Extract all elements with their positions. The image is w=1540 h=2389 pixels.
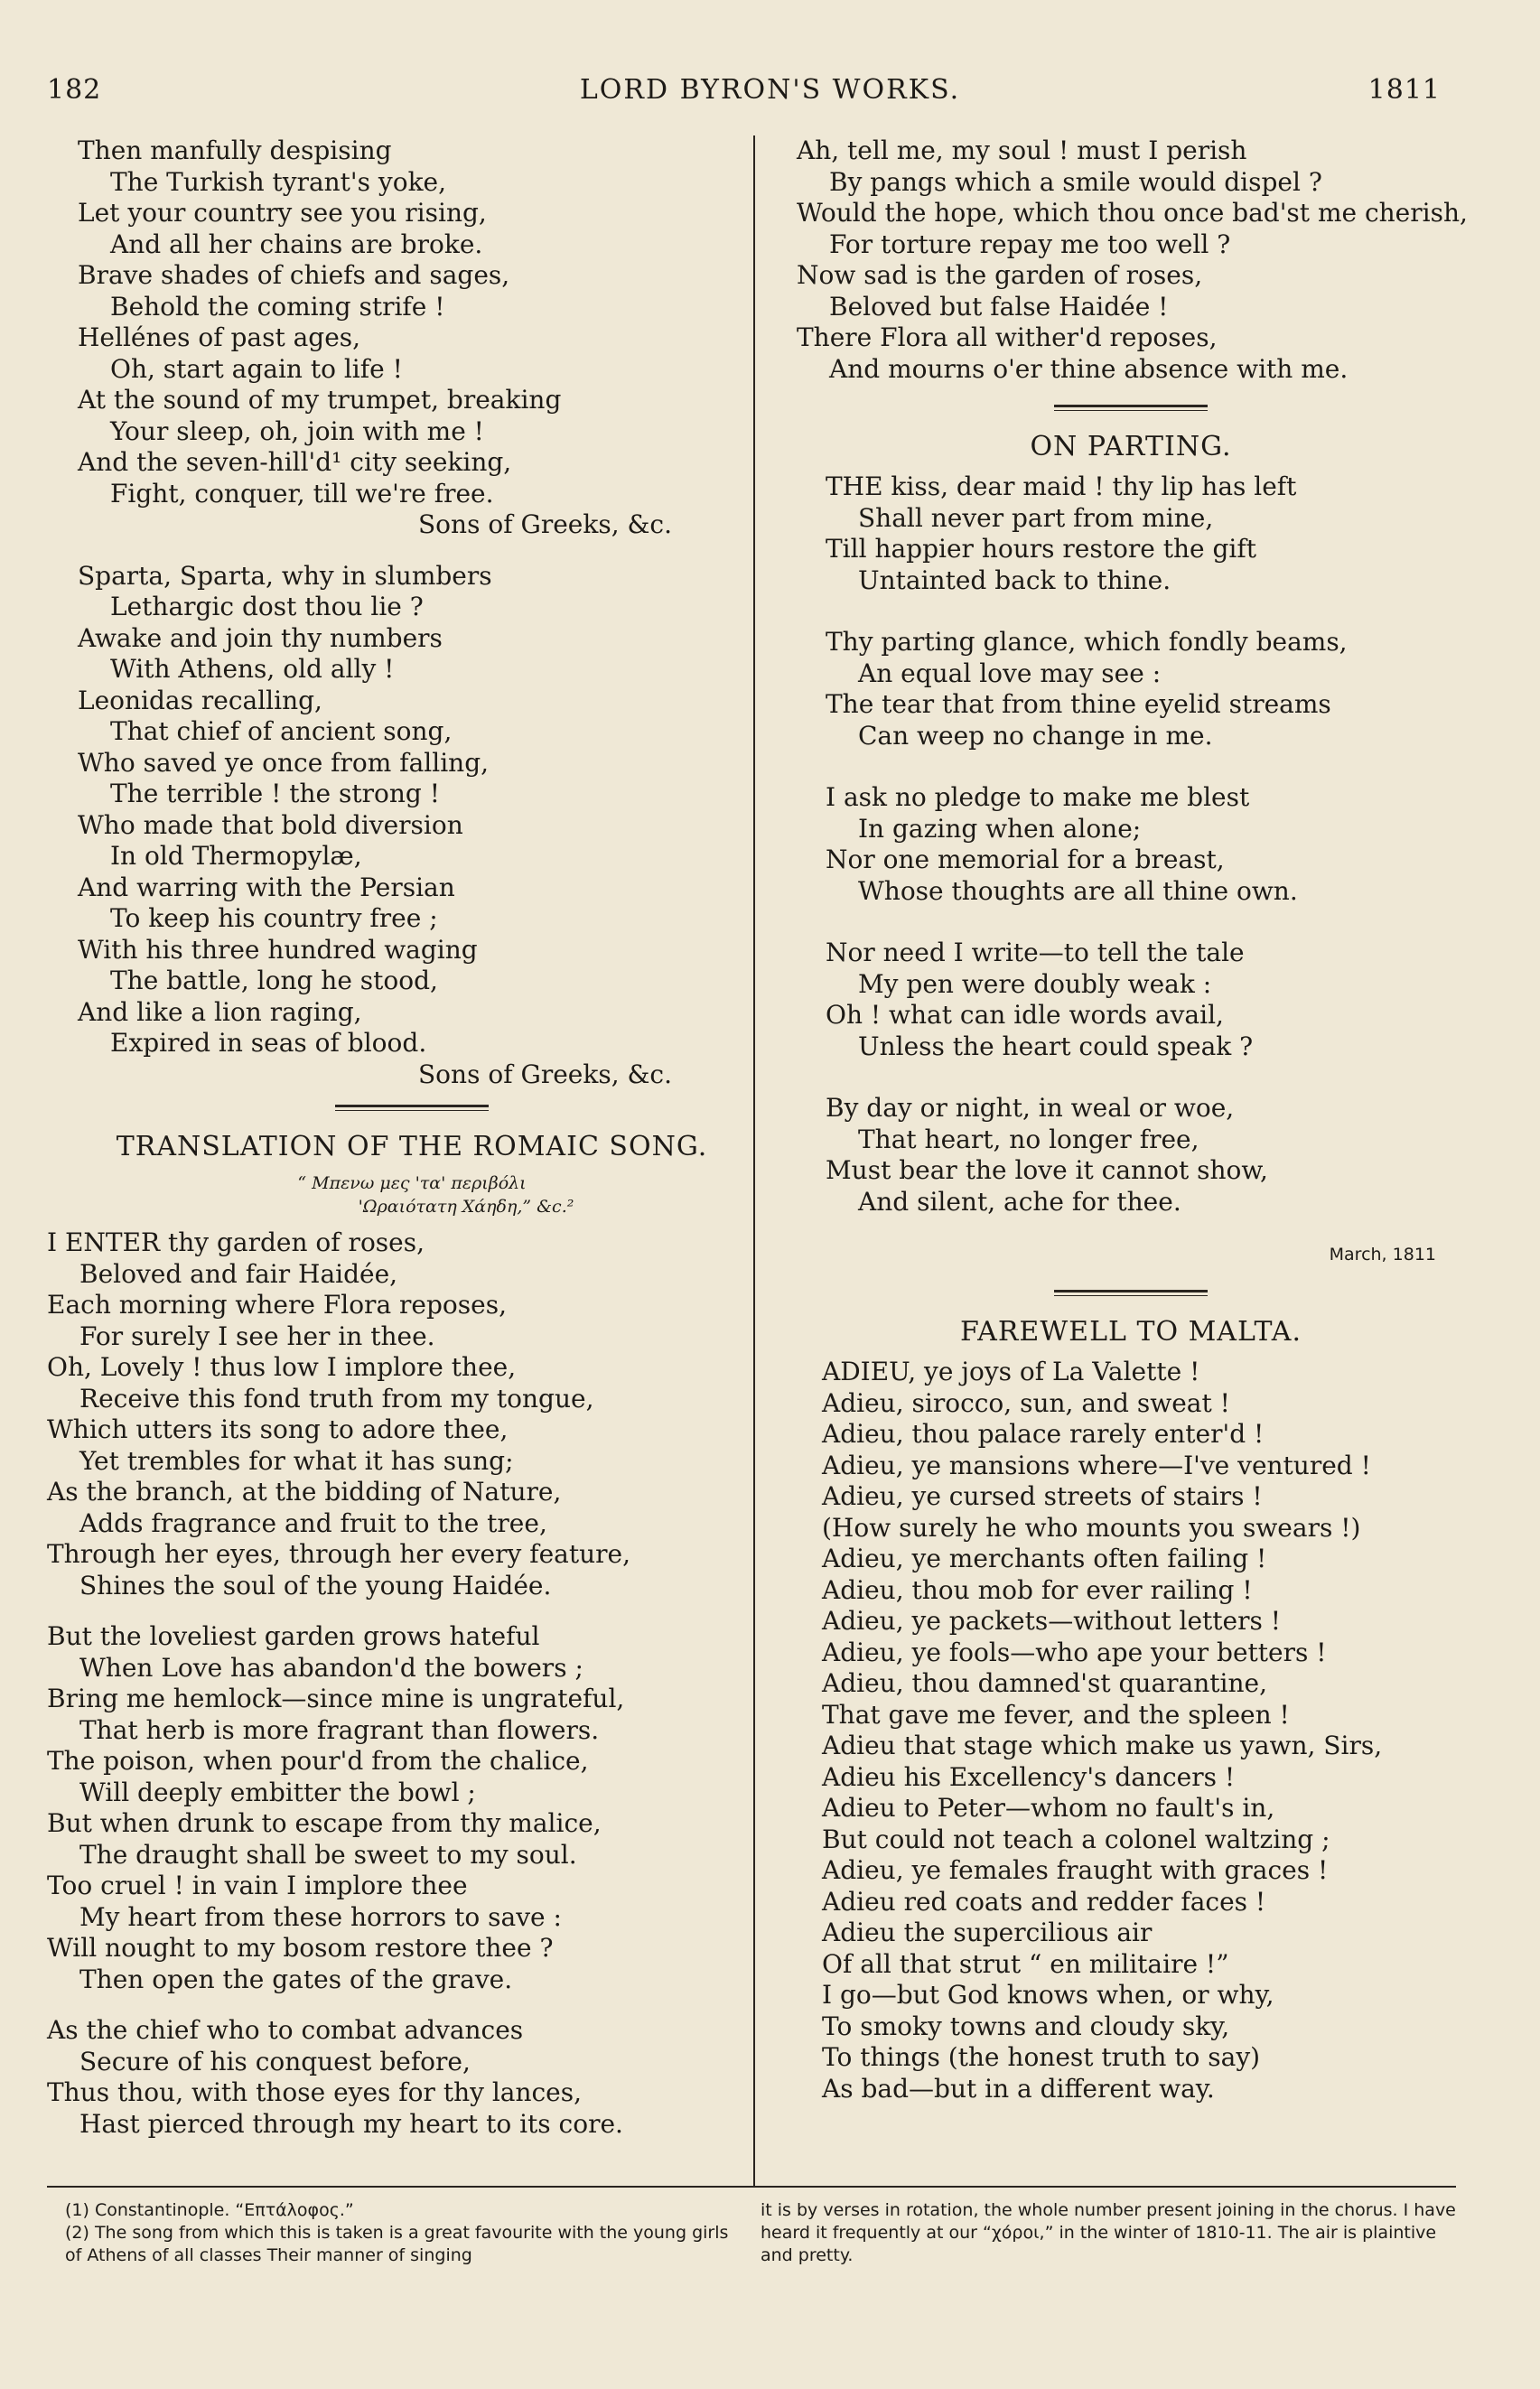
chorus-line: Sons of Greeks, &c. — [418, 509, 672, 539]
verse-line: Adieu, thou mob for ever railing ! — [822, 1574, 1253, 1605]
verse-line: Then open the gates of the grave. — [79, 1964, 513, 1994]
verse-line: Let your country see you rising, — [78, 198, 487, 228]
verse-line: In old Thermopylæ, — [110, 841, 362, 871]
verse-line: ADIEU, ye joys of La Valette ! — [822, 1357, 1200, 1386]
verse-line: But when drunk to escape from thy malice, — [47, 1808, 602, 1838]
footnote: (2) The song from which this is taken is a great favourite with the young girls of Athens of all classes Their manner of singing — [65, 2223, 729, 2265]
verse-line: Adieu that stage which make us yawn, Sirs, — [822, 1731, 1383, 1760]
verse-line: As the chief who to combat advances — [47, 2015, 524, 2045]
verse-line: Sparta, Sparta, why in slumbers — [78, 560, 492, 591]
verse-line: Fight, conquer, till we're free. — [110, 478, 494, 509]
verse-line: Adieu, sirocco, sun, and sweat ! — [822, 1387, 1230, 1418]
poem-title: TRANSLATION OF THE ROMAIC SONG. — [116, 1131, 708, 1162]
verse-line: And silent, ache for thee. — [858, 1186, 1181, 1217]
verse-line: Nor one memorial for a breast, — [826, 845, 1225, 874]
poem-date: March, 1811 — [1329, 1245, 1436, 1264]
verse-line: Adieu, ye mansions where—I've ventured ! — [822, 1450, 1371, 1480]
verse-line: Adieu the supercilious air — [822, 1918, 1153, 1947]
verse-line: I ENTER thy garden of roses, — [47, 1227, 425, 1257]
verse-line: Then manfully despising — [78, 135, 392, 165]
verse-line: Yet trembles for what it has sung; — [79, 1445, 514, 1476]
verse-line: Adieu, thou damned'st quarantine, — [822, 1668, 1267, 1698]
verse-line: Will nought to my bosom restore thee ? — [47, 1933, 554, 1963]
verse-line: Your sleep, oh, join with me ! — [110, 415, 484, 446]
verse-line: And all her chains are broke. — [110, 229, 483, 259]
verse-line: Can weep no change in me. — [858, 720, 1213, 751]
verse-line: Adieu, thou palace rarely enter'd ! — [822, 1419, 1265, 1449]
poem-stanza — [826, 938, 1465, 1062]
verse-line: When Love has abandon'd the bowers ; — [79, 1652, 583, 1683]
poem-stanza — [826, 627, 1465, 751]
verse-line: And like a lion raging, — [78, 996, 362, 1027]
verse-line: By pangs which a smile would dispel ? — [829, 166, 1322, 197]
verse-line: Who made that bold diversion — [78, 809, 463, 840]
greek-epigraph — [78, 1171, 746, 1218]
verse-line: There Flora all wither'd reposes, — [797, 322, 1218, 352]
song-stanza — [78, 135, 746, 509]
verse-line: Brave shades of chiefs and sages, — [78, 260, 510, 290]
verse-line: Will deeply embitter the bowl ; — [79, 1777, 476, 1807]
verse-line: Must bear the love it cannot show, — [826, 1155, 1268, 1185]
verse-line: But the loveliest garden grows hateful — [47, 1621, 540, 1651]
verse-line: To things (the honest truth to say) — [822, 2042, 1261, 2072]
left-column — [47, 135, 746, 2160]
verse-line: Would the hope, which thou once bad'st me cherish, — [797, 198, 1468, 228]
verse-line: That chief of ancient song, — [110, 716, 453, 746]
poem-stanza — [797, 135, 1468, 385]
verse-line: Lethargic dost thou lie ? — [110, 592, 424, 621]
verse-line: The tear that from thine eyelid streams — [826, 689, 1331, 719]
poem-title: ON PARTING. — [1030, 431, 1232, 462]
verse-line: Expired in seas of blood. — [110, 1028, 427, 1058]
verse-line: Adieu, ye fools—who ape your betters ! — [822, 1637, 1327, 1667]
page-number: 182 — [47, 74, 102, 106]
verse-line: Behold the coming strife ! — [110, 291, 445, 322]
poem-stanza — [826, 1093, 1465, 1218]
verse-line: As bad—but in a different way. — [822, 2073, 1215, 2104]
poem-stanza — [826, 471, 1465, 596]
verse-line: Of all that strut “ en militaire !” — [822, 1948, 1229, 1979]
verse-line: Each morning where Flora reposes, — [47, 1290, 507, 1320]
verse-line: With Athens, old ally ! — [110, 654, 395, 684]
verse-line: Beloved and fair Haidée, — [79, 1258, 398, 1289]
verse-line: Adieu red coats and redder faces ! — [822, 1886, 1266, 1917]
footnote-continued: it is by verses in rotation, the whole number present joining in the chorus. I have heard it frequently at our “χόροι,” in the winter of 1810-11. The air is plaintive and pretty. — [761, 2200, 1456, 2265]
right-column — [797, 135, 1468, 2124]
verse-line: That herb is more fragrant than flowers. — [79, 1714, 600, 1745]
verse-line: That gave me fever, and the spleen ! — [822, 1699, 1290, 1730]
verse-line: Adieu, ye cursed streets of stairs ! — [822, 1481, 1263, 1511]
verse-line: Shall never part from mine, — [858, 502, 1214, 533]
verse-line: Whose thoughts are all thine own. — [858, 875, 1298, 906]
verse-line: For surely I see her in thee. — [79, 1320, 435, 1351]
verse-line: (How surely he who mounts you swears !) — [822, 1512, 1361, 1543]
verse-line: For torture repay me too well ? — [829, 229, 1231, 259]
footnotes-left — [47, 2199, 742, 2267]
verse-line: Leonidas recalling, — [78, 685, 322, 715]
song-stanza — [78, 561, 746, 1059]
verse-line: The terrible ! the strong ! — [110, 779, 440, 808]
verse-line: Beloved but false Haidée ! — [829, 291, 1169, 322]
poem-stanza — [47, 1227, 746, 1601]
verse-line: Which utters its song to adore thee, — [47, 1414, 509, 1444]
verse-line: As the branch, at the bidding of Nature, — [47, 1477, 562, 1507]
section-rule — [335, 1105, 489, 1111]
verse-line: In gazing when alone; — [858, 813, 1142, 844]
verse-line: But could not teach a colonel waltzing ; — [822, 1824, 1330, 1854]
epigraph-line: “ Μπενω μες 'τα' περιβόλι — [297, 1173, 527, 1193]
poem-title: FAREWELL TO MALTA. — [959, 1316, 1302, 1348]
verse-line: Adds fragrance and fruit to the tree, — [79, 1507, 547, 1538]
verse-line: The Turkish tyrant's yoke, — [110, 166, 447, 197]
poem-stanza — [822, 1357, 1465, 2104]
footnotes-right — [761, 2199, 1456, 2267]
verse-line: Ah, tell me, my soul ! must I perish — [797, 135, 1247, 165]
verse-line: Oh ! what can idle words avail, — [826, 1000, 1224, 1030]
verse-line: Adieu to Peter—whom no fault's in, — [822, 1793, 1275, 1823]
poem-stanza — [47, 2015, 746, 2140]
verse-line: The draught shall be sweet to my soul. — [79, 1839, 577, 1870]
verse-line: Shines the soul of the young Haidée. — [79, 1570, 552, 1600]
verse-line: To smoky towns and cloudy sky, — [822, 2011, 1230, 2041]
verse-line: And mourns o'er thine absence with me. — [829, 353, 1349, 384]
verse-line: Too cruel ! in vain I implore thee — [47, 1871, 468, 1900]
verse-line: Adieu his Excellency's dancers ! — [822, 1761, 1236, 1792]
verse-line: Hast pierced through my heart to its core. — [79, 2108, 623, 2139]
verse-line: Thy parting glance, which fondly beams, — [826, 627, 1348, 657]
verse-line: Awake and join thy numbers — [78, 622, 443, 653]
verse-line: Hellénes of past ages, — [78, 322, 361, 352]
verse-line: To keep his country free ; — [110, 903, 438, 933]
verse-line: That heart, no longer free, — [858, 1124, 1199, 1154]
verse-line: The battle, long he stood, — [110, 966, 438, 995]
verse-line: Who saved ye once from falling, — [78, 747, 490, 778]
verse-line: Untainted back to thine. — [858, 565, 1171, 595]
footnote-rule — [47, 2186, 1456, 2188]
verse-line: By day or night, in weal or woe, — [826, 1093, 1235, 1123]
verse-line: I ask no pledge to make me blest — [826, 782, 1250, 812]
poem-stanza — [826, 782, 1465, 907]
verse-line: Adieu, ye merchants often failing ! — [822, 1544, 1267, 1573]
verse-line: Receive this fond truth from my tongue, — [79, 1383, 594, 1414]
verse-line: Unless the heart could speak ? — [858, 1031, 1254, 1061]
verse-line: An equal love may see : — [858, 658, 1162, 688]
verse-line: Adieu, ye packets—without letters ! — [822, 1606, 1282, 1636]
verse-line: Oh, start again to life ! — [110, 353, 403, 384]
verse-line: At the sound of my trumpet, breaking — [78, 385, 562, 415]
verse-line: Bring me hemlock—since mine is ungrateful, — [47, 1684, 625, 1713]
verse-line: I go—but God knows when, or why, — [822, 1980, 1274, 2010]
verse-line: Thus thou, with those eyes for thy lances, — [47, 2077, 583, 2107]
running-year: 1811 — [1367, 74, 1441, 106]
verse-line: My pen were doubly weak : — [858, 968, 1212, 999]
epigraph-line: 'Ωραιότατη Χάηδη,” &c.² — [358, 1197, 574, 1217]
verse-line: And warring with the Persian — [78, 872, 455, 902]
section-rule — [1054, 1290, 1208, 1296]
footnote: (1) Constantinople. “Επτάλοφος.” — [65, 2200, 354, 2220]
parting-poem — [826, 471, 1465, 1218]
verse-line: Nor need I write—to tell the tale — [826, 938, 1245, 967]
verse-line: Adieu, ye females fraught with graces ! — [822, 1855, 1329, 1885]
verse-line: Now sad is the garden of roses, — [797, 260, 1203, 290]
poem-stanza — [47, 1621, 746, 1995]
verse-line: Through her eyes, through her every feature, — [47, 1539, 630, 1569]
verse-line: Secure of his conquest before, — [79, 2046, 471, 2076]
verse-line: My heart from these horrors to save : — [79, 1901, 562, 1932]
verse-line: With his three hundred waging — [78, 934, 478, 965]
verse-line: And the seven-hill'd¹ city seeking, — [78, 447, 512, 477]
section-rule — [1054, 405, 1208, 411]
running-title: LORD BYRON'S WORKS. — [579, 74, 961, 106]
chorus-line: Sons of Greeks, &c. — [418, 1059, 672, 1089]
verse-line: THE kiss, dear maid ! thy lip has left — [826, 471, 1297, 501]
verse-line: Oh, Lovely ! thus low I implore thee, — [47, 1352, 517, 1382]
verse-line: The poison, when pour'd from the chalice, — [47, 1746, 589, 1776]
verse-line: Till happier hours restore the gift — [826, 534, 1256, 564]
